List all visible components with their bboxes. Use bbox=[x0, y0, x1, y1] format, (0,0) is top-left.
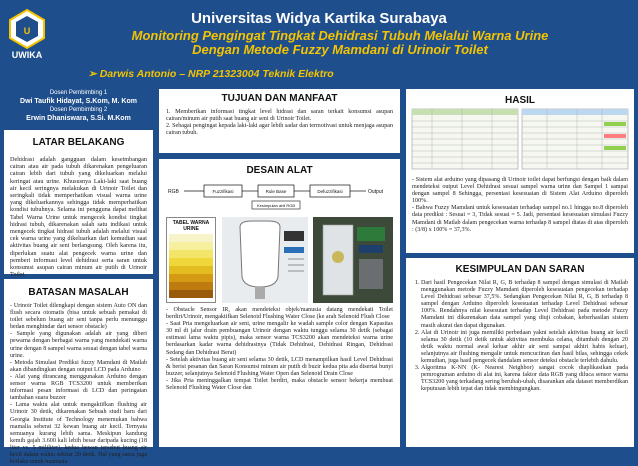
urine-swatch bbox=[169, 266, 213, 274]
svg-text:UWIKA: UWIKA bbox=[11, 50, 43, 60]
list-item: - Urinoir Toilet dilengkapi dengan sistem Auto ON dan flush secara otomatis (bisa untuk sebuah pemakai di toilet sebelum buang air seni tanpa perlu menunggu bedan menghindar dari sensor obstacle) bbox=[10, 303, 147, 331]
urine-swatch bbox=[169, 250, 213, 258]
list-item: 2. Sebagai pengingat kepada laki-laki agar lebih sadar dan termotivasi untuk menjaga asupan cairan tubuh. bbox=[166, 123, 393, 137]
urine-swatch bbox=[169, 282, 213, 290]
list-item: - Obstacle Sensor IR, akan mendeteksi objek/manusia datang mendekati Toilet berdiri/Urinoir, mengaktifkan Selenoid Flushing Water Close (ke arah Selenoid Flush Close bbox=[166, 307, 393, 321]
block-label-output: Output bbox=[368, 189, 384, 195]
poster-title: Monitoring Pengingat Tingkat Dehidrasi Tubuh Melalui Warna Urine Dengan Metode Fuzzy Mamdani di Urinoir Toilet bbox=[131, 28, 549, 57]
tujuan-panel bbox=[159, 89, 400, 153]
urine-swatch bbox=[169, 242, 213, 250]
block-label-rule-base: Rule Base bbox=[265, 189, 287, 194]
list-item: - Bahwa Fuzzy Mamdani untuk kesesuaian terhadap sampel no.1 hingga no.8 diperoleh data prediksi : Sesuai = 3, Tidak sesuai = 5. Jadi, persentasi kesesuaian simulasi Fuzzy Mamdani di Matlab dalam pengecekan warna terhadap 8 sampel diatas di atas diperoleh : (3/8) x 100% = 37,3%. bbox=[412, 205, 628, 233]
tujuan-title: TUJUAN DAN MANFAAT bbox=[221, 93, 338, 104]
university-name: Universitas Widya Kartika Surabaya bbox=[191, 10, 447, 27]
latar-belakang-text: Dehidrasi adalah gangguan dalam keseimbangan cairan atau air pada tubuh dikarenakan pengeluaran cairan lebih dari tubuh yang dikeluarkan melalui keringat atau urine. Khususnya Laki-laki saat buang air kecil seringnya melakukan di Urinoir Toilet dan seringkali tidak memperhatikan visual warna urine yang dikeluarkannya sehingga tidak memperhatikan kondisi tubuhnya. Selama ini pengguna dapat melihat Tabel Warna Urine untuk mengecek kondisi tingkat hidrasi tubuh, dikarenakan salah satu indikasi untuk mengecek tingkat hidrasi tubuh adalah melalui visual cek warna urine yang dikeluarkan dari kemudian saat aktivitas buang air seni berlangsung. Oleh karena itu, diperlukan suatu alat pengecek warna urine dan pemberi informasi level dehidrasi serta saran untuk konsumsi asupan cairan minum air putih di Urinoir Toilet. bbox=[10, 156, 147, 279]
author-line: ➢ Darwis Antonio – NRP 21323004 Teknik Elektro bbox=[88, 68, 334, 80]
block-label-defuzzifikasi: Defuzzifikasi bbox=[317, 189, 343, 194]
latar-belakang-panel bbox=[4, 130, 153, 279]
list-item: - Sample yang digunakan adalah air yang diberi pewarna dengan berbagai warna yang mendekati warna urine dengan 8 sampel warna sesuai dengan tabel warna urine. bbox=[10, 331, 147, 359]
list-item: - Setelah aktivitas buang air seni selama 30 detik, LCD menampilkan hasil Level Dehidrasi & berisi pesanan dan Saran Konsumsi minum air putih di buzir kedua pita ada disertai bunyi buzzer, selanjutnya Selenoid Flushing Water Open dan Selenoid Drain Close bbox=[166, 356, 393, 377]
supervisors: Dosen Pembimbing 1 Dwi Taufik Hidayat, S.Kom, M. Kom Dosen Pembimbing 2 Erwin Dhaniswara, S.Si. M.Kom bbox=[20, 90, 137, 122]
urine-swatch bbox=[169, 274, 213, 282]
list-item: - Alat yang dirancang menggunakan Arduino dengan sensor warna RGB TCS3200 untuk memberikan informasi pesan informasi di LCD dan peringatan tambahan suara buzzer bbox=[10, 373, 147, 402]
list-item: - Lama waktu alat untuk mengaktifkan flushing air Urinoir 30 detik, dikarenakan Sebuah studi baru dari Georgia Institute of Technology menemukan bahwa mamalia seberat 32 kewan buang air kecil. Ternyata semuanya kurang lebih sama. Meskipun kandung kemih gajah 3.600 kali lebih besar daripada kucing (18 liter vs. 5 mililiter), kedua hewan tersebut buang air kecil dalam waktu sekitar 20 detik. Hal yang sama juga berlaku untuk mamusia bbox=[10, 402, 147, 466]
list-item: - Sistem alat arduino yang dipasang di Urinoir toilet dapat berfungsi dengan baik dalam mendeteksi output Level Dehidrasi sesuai sampel warna urine dan Sampel 1 sampai dengan sampel 8 Sehingga, persentasi kesesuaian di Sistem Alat Arduino diperoleh 100%. bbox=[412, 177, 628, 205]
urine-swatch bbox=[169, 234, 213, 242]
hasil-tables bbox=[412, 109, 628, 169]
batasan-masalah-panel bbox=[4, 279, 153, 466]
desain-list bbox=[166, 307, 393, 392]
batasan-masalah-title: BATASAN MASALAH bbox=[28, 287, 129, 298]
batasan-list bbox=[10, 303, 147, 466]
rule-caption: Kesimpulan ahli RGB bbox=[256, 203, 296, 208]
urine-swatch bbox=[169, 290, 213, 298]
urinoir-diagram bbox=[222, 217, 308, 303]
hasil-title: HASIL bbox=[505, 95, 535, 106]
kesimpulan-list bbox=[412, 280, 628, 394]
desain-alat-panel bbox=[159, 159, 400, 447]
urine-swatch bbox=[169, 258, 213, 266]
list-item: - Saat Pria mengeluarkan air seni, urine mengalir ke wadah sample color dengan Kapasitas 30 ml di jalur drain pembuangan Urinoir dengan waktu tunggu selama 30 detik (sebagai estimasi lama waktu pipis), maka sensor warna TCS3200 akan mendeteksi warna urine berdasarkan kadar warna dehidrasinya (Tidak Dehidrasi, Dehidrasi Ringan, Dehidrasi Sedang dan Dehidrasi Berat) bbox=[166, 321, 393, 356]
fuzzy-block-diagram bbox=[166, 180, 393, 210]
hasil-list bbox=[412, 177, 628, 234]
desain-alat-title: DESAIN ALAT bbox=[246, 165, 313, 176]
header bbox=[0, 0, 638, 85]
list-item: - Jika Pria meninggalkan tempat Toilet berdiri, maka obstacle sensor bekerja membuat Selenoid Flushing Water Close dan bbox=[166, 377, 393, 392]
hasil-panel bbox=[406, 89, 634, 253]
block-label-rgb: RGB bbox=[168, 189, 179, 195]
tabel-warna-urine: TABEL WARNA URINE bbox=[166, 217, 216, 303]
kesimpulan-panel bbox=[406, 258, 634, 447]
list-item: - Metoda Simulasi Prediksi fuzzy Mamdani di Matlab akan dibandingkan dengan output LCD pada Arduino bbox=[10, 359, 147, 373]
desain-images bbox=[166, 217, 393, 303]
list-item: 1. Dari hasil Pengecekan Nilai R, G, B terhadap 8 sampel dengan simulasi di Matlab menggunakan metode Fuzzy Mamdani diperoleh kesesuaian pengecekan terhadap Level Dehidrasi sebesar 37,5%. Sedangkan Pengecekan Nilai R, G, B terhadap 8 sampel dengan Arduino diperoleh kesesuaian terhadap Level Dehidrasi sebesar 100%. Rendahnya nilai kesesuian terhadap Level Dehidrasi pada metode Fuzzy Mamdani ini dikarenakan data sampel yang diuji cobakan, keberhasilan sistem masih akurat dan dapat digunakan. bbox=[421, 280, 628, 330]
list-item: 3. Algoritma K-NN (K- Nearest Neighbor) sangat cocok diaplikasikan pada pemrograman arduino di alat ini, karena faktor data RGB yang diluca sensor warna TCS3200 yang terkadang sering berubah-ubah, disarankan ada dataset memberdikan keputusan lebih tepat dan tidak membingungkan. bbox=[421, 365, 628, 393]
tujuan-list bbox=[166, 109, 393, 137]
kesimpulan-title: KESIMPULAN DAN SARAN bbox=[455, 264, 585, 275]
list-item: 2. Alat di Urinoir ini juga memiliki perbedaan yakni setelah aktivitas buang air kecil selama 30 detik (10 detik untuk aktivitas membuka celana, ditambah dengan 20 detik waktu normal awal keluar akhir air seni sampai akhiri habis keluar), selanjutnya air flushing mengalir untuk mencuciiran dan hasil bilas, sehingga cekek kemudian, juga hasil pengecek dandalam sensor deteksi obstacle terlebih dahulu. bbox=[421, 330, 628, 365]
svg-text:U: U bbox=[23, 26, 31, 36]
device-photo bbox=[313, 217, 393, 303]
block-label-fuzzifikasi: Fuzzifikasi bbox=[212, 189, 234, 194]
list-item: 1. Memberikan informasi tingkat level hidrasi dan saran terkait konsumsi asupan cairan/minum air putih saat buang air seni di Urinoir Toilet. bbox=[166, 109, 393, 123]
latar-belakang-title: LATAR BELAKANG bbox=[32, 137, 125, 148]
